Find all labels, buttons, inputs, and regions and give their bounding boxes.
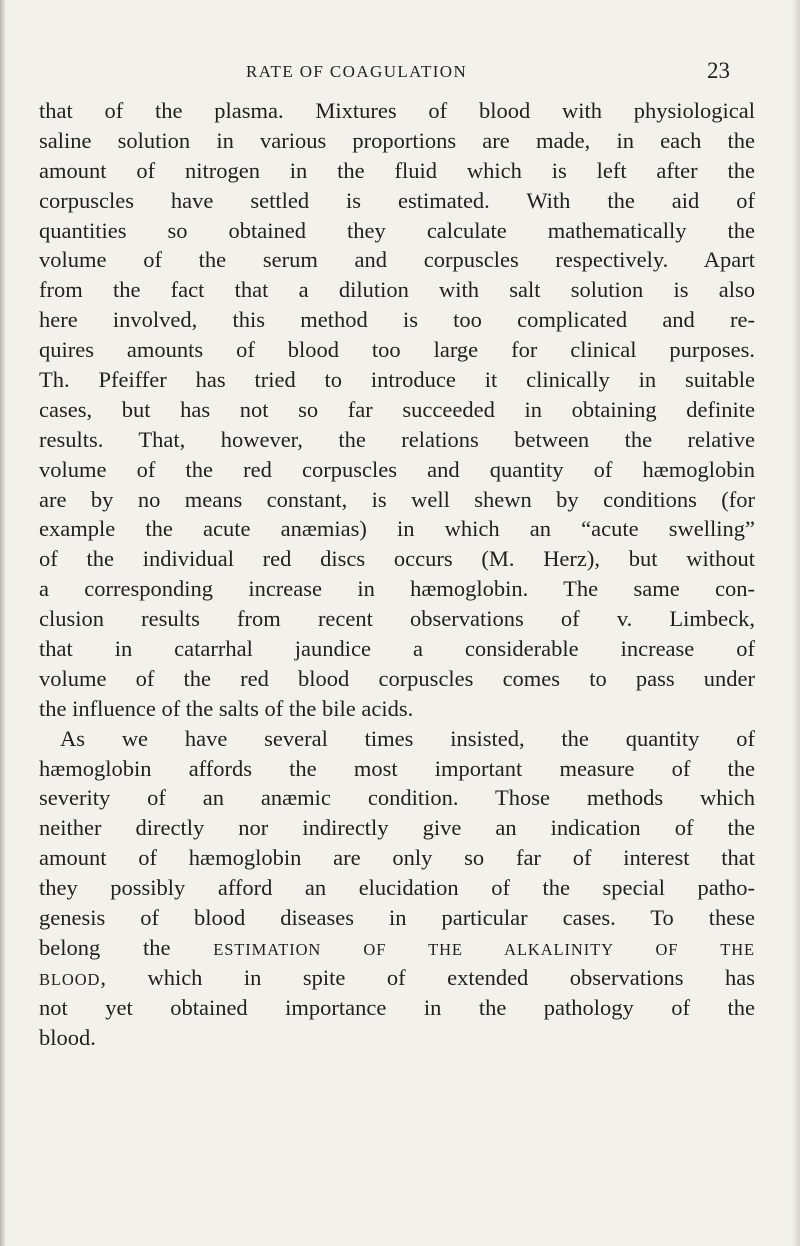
text-line: Th. Pfeiffer has tried to introduce it clinically in suitable — [39, 367, 755, 393]
text-line: here involved, this method is too complicated and re- — [39, 307, 755, 333]
text-line: saline solution in various proportions are made, in each the — [39, 127, 755, 153]
text-line: volume of the serum and corpuscles respectively. Apart — [39, 247, 755, 273]
text-line: that in catarrhal jaundice a considerable increase of — [39, 636, 755, 662]
running-head: RATE OF COAGULATION — [246, 62, 468, 81]
text-line: a corresponding increase in hæmoglobin. The same con- — [39, 576, 755, 602]
text-line: results. That, however, the relations between the relative — [39, 426, 755, 452]
text-line: clusion results from recent observations of v. Limbeck, — [39, 606, 755, 632]
line-text: belong the — [39, 934, 214, 960]
text-line: not yet obtained importance in the pathology of the — [39, 994, 755, 1020]
text-line: are by no means constant, is well shewn by conditions (for — [39, 486, 755, 512]
text-line: amount of nitrogen in the fluid which is left after the — [39, 157, 755, 183]
text-line: blood. — [39, 1024, 96, 1050]
text-line: genesis of blood diseases in particular cases. To these — [39, 905, 755, 931]
text-line: from the fact that a dilution with salt solution is also — [39, 277, 755, 303]
text-line: neither directly nor indirectly give an indication of the — [39, 815, 755, 841]
text-line: volume of the red corpuscles and quantity of hæmoglobin — [39, 456, 755, 482]
text-line: As we have several times insisted, the quantity of — [60, 725, 755, 751]
paragraph-2 — [39, 724, 755, 1053]
text-line — [39, 963, 755, 993]
text-line: volume of the red blood corpuscles comes to pass under — [39, 665, 755, 691]
text-line: quires amounts of blood too large for clinical purposes. — [39, 337, 755, 363]
page-right-edge — [792, 0, 800, 1246]
text-line: the influence of the salts of the bile acids. — [39, 695, 414, 721]
page-binding-edge — [0, 0, 5, 1246]
text-line: that of the plasma. Mixtures of blood with physiological — [39, 98, 755, 123]
page-number: 23 — [707, 58, 730, 83]
text-line: amount of hæmoglobin are only so far of interest that — [39, 845, 755, 871]
text-line: quantities so obtained they calculate mathematically the — [39, 217, 755, 243]
text-line: hæmoglobin affords the most important measure of the — [39, 755, 755, 781]
text-line: corpuscles have settled is estimated. With the aid of — [39, 187, 755, 213]
body-text — [39, 96, 755, 1053]
small-caps-term: BLOOD — [39, 969, 101, 989]
text-line: example the acute anæmias) in which an “acute swelling” — [39, 516, 755, 542]
text-line: they possibly afford an elucidation of the special patho- — [39, 875, 755, 901]
small-caps-term: ESTIMATION OF THE ALKALINITY OF THE — [213, 939, 755, 959]
text-line: severity of an anæmic condition. Those methods which — [39, 785, 755, 811]
text-line: cases, but has not so far succeeded in obtaining definite — [39, 396, 755, 422]
text-line: of the individual red discs occurs (M. Herz), but without — [39, 546, 755, 572]
text-line — [39, 933, 755, 963]
line-text: , which in spite of extended observations has — [100, 964, 755, 990]
paragraph-1 — [39, 96, 755, 724]
